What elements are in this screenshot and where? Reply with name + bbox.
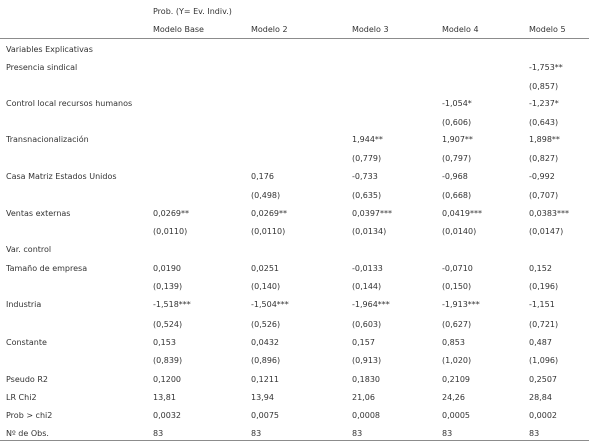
row-label: Constante [6,338,47,347]
table-bottom-rule [0,440,589,441]
table-cell: (0,827) [529,154,559,163]
table-cell: 0,0419*** [442,209,482,218]
column-header: Modelo 4 [442,25,479,34]
table-cell: 0,2507 [529,375,557,384]
row-label: LR Chi2 [6,393,37,402]
table-cell: 0,487 [529,338,552,347]
table-cell: 83 [442,429,453,438]
table-cell: 83 [153,429,164,438]
table-cell: -1,753** [529,63,563,72]
row-label: Transnacionalización [6,135,89,144]
table-cell: 0,152 [529,264,552,273]
table-cell: 1,944** [352,135,383,144]
table-cell: 0,853 [442,338,465,347]
table-cell: (0,498) [251,191,281,200]
table-cell: (0,913) [352,356,382,365]
row-label: Pseudo R2 [6,375,49,384]
table-cell: (0,643) [529,118,559,127]
table-cell: (1,096) [529,356,559,365]
table-cell: (0,150) [442,282,472,291]
table-cell: (0,0134) [352,227,387,236]
table-cell: (0,606) [442,118,472,127]
table-cell: 1,907** [442,135,473,144]
table-cell: 83 [352,429,363,438]
row-label: Presencia sindical [6,63,78,72]
table-cell: 0,0251 [251,264,279,273]
table-cell: (0,140) [251,282,281,291]
column-header: Modelo 5 [529,25,566,34]
row-label: Nº de Obs. [6,429,49,438]
table-cell: (0,779) [352,154,382,163]
table-cell: (0,0110) [153,227,188,236]
table-cell: (0,857) [529,82,559,91]
row-label: Control local recursos humanos [6,99,133,108]
row-label: Industria [6,300,42,309]
row-label: Prob > chi2 [6,411,53,420]
table-cell: 83 [251,429,262,438]
table-cell: 0,0269** [251,209,287,218]
table-cell: -1,913*** [442,300,480,309]
table-cell: 0,0383*** [529,209,569,218]
table-cell: 0,0397*** [352,209,392,218]
table-cell: (1,020) [442,356,472,365]
table-cell: 0,157 [352,338,375,347]
table-cell: 24,26 [442,393,465,402]
table-cell: (0,635) [352,191,382,200]
table-cell: 0,1830 [352,375,380,384]
column-header: Modelo 2 [251,25,288,34]
table-cell: (0,144) [352,282,382,291]
table-cell: 21,06 [352,393,375,402]
table-cell: 13,94 [251,393,274,402]
header-divider [0,38,589,39]
column-header: Modelo Base [153,25,204,34]
table-cell: -1,151 [529,300,555,309]
table-cell: (0,524) [153,320,183,329]
table-cell: -1,237* [529,99,559,108]
row-label: Var. control [6,245,52,254]
table-cell: 0,0002 [529,411,557,420]
table-cell: (0,139) [153,282,183,291]
table-cell: (0,0147) [529,227,564,236]
table-cell: (0,0140) [442,227,477,236]
table-cell: 0,0269** [153,209,189,218]
row-label: Variables Explicativas [6,45,93,54]
table-cell: (0,797) [442,154,472,163]
table-cell: (0,526) [251,320,281,329]
table-cell: -1,504*** [251,300,289,309]
table-cell: 0,0432 [251,338,279,347]
row-label: Casa Matriz Estados Unidos [6,172,117,181]
table-cell: -1,054* [442,99,472,108]
table-cell: 13,81 [153,393,176,402]
column-header: Modelo 3 [352,25,389,34]
table-cell: 0,176 [251,172,274,181]
table-cell: -0,968 [442,172,468,181]
table-cell: 0,153 [153,338,176,347]
table-cell: 28,84 [529,393,552,402]
table-cell: 0,0005 [442,411,470,420]
table-cell: (0,896) [251,356,281,365]
table-cell: (0,707) [529,191,559,200]
table-cell: 0,1211 [251,375,279,384]
table-cell: (0,668) [442,191,472,200]
table-cell: 0,0032 [153,411,181,420]
table-cell: (0,839) [153,356,183,365]
table-cell: 0,0190 [153,264,181,273]
table-cell: -0,0710 [442,264,473,273]
table-cell: (0,0110) [251,227,286,236]
row-label: Ventas externas [6,209,71,218]
table-cell: 1,898** [529,135,560,144]
row-label: Tamaño de empresa [6,264,88,273]
table-cell: 0,1200 [153,375,181,384]
table-cell: (0,603) [352,320,382,329]
table-cell: (0,196) [529,282,559,291]
table-cell: -1,518*** [153,300,191,309]
table-cell: -0,733 [352,172,378,181]
table-cell: (0,627) [442,320,472,329]
table-cell: -0,0133 [352,264,383,273]
table-cell: (0,721) [529,320,559,329]
header-top-label: Prob. (Y= Ev. Indiv.) [153,7,232,16]
table-cell: 0,0075 [251,411,279,420]
table-cell: -1,964*** [352,300,390,309]
table-cell: 83 [529,429,540,438]
table-cell: 0,2109 [442,375,470,384]
table-cell: -0,992 [529,172,555,181]
table-cell: 0,0008 [352,411,380,420]
